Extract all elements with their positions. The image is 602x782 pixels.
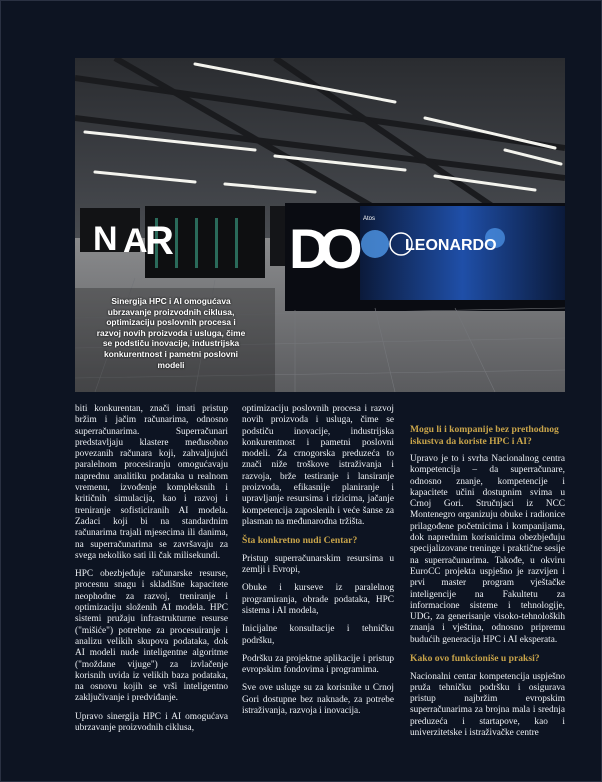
col3-paragraph-2: Nacionalni centar kompetencija uspješno pruža tehničku podršku i osigurava pristup najbržim evropskim superračunarima za brojna mala i srednja preduzeća i startapove, kao i univerzitetske i istraživačke centre: [410, 671, 565, 739]
col2-heading: Šta konkretno nudi Centar?: [242, 535, 358, 547]
article-column-3: [410, 404, 565, 746]
cabinet-letter-n: N: [93, 220, 118, 258]
col2-paragraph-5: Podršku za projektne aplikacije i pristup evropskim fondovima i programima.: [242, 653, 394, 676]
col2-paragraph-4: Inicijalne konsultacije i tehničku podršku,: [242, 624, 394, 646]
leonardo-logo-text: LEONARDO: [405, 237, 497, 254]
cabinet-letter-o: O: [319, 217, 363, 280]
hero-photo: [75, 58, 565, 392]
atos-logo-text: Atos: [363, 216, 376, 222]
col3-paragraph-1: Upravo je to i svrha Nacionalnog centra kompetencija – da superračunare, odnosno znanje, kompetencije i kapacitete učini dostupnim svima u Crnoj Gori. Stručnjaci iz NCC Montenegro organizuju obuke i radionice prilagođene početnicima i kompanijama, dok naprednim korisnicima obezbjeđuju specijalizovane treninge i praktične sesije na superračunarima. Takođe, u okviru EuroCC projekta uspješno je razvijen i prvi master program vještačke inteligencije na Fakultetu za informacione sisteme i tehnologije, UDG, za generisanje visoko-tehnoloških znanja i vještina, odnosno pripremu budućih generacija HPC i AI eksperata.: [410, 454, 565, 645]
article-column-1: [75, 404, 228, 741]
cabinet-letter-d: D: [289, 217, 330, 280]
col2-paragraph-6: Sve ove usluge su za korisnike u Crnoj Gori dostupne bez naknade, za potrebe istraživanja, razvoja i inovacija.: [242, 683, 394, 717]
cabinet-letter-r: R: [145, 219, 174, 263]
col1-paragraph-2: HPC obezbjeđuje računarske resurse, procesnu snagu i skladišne kapacitete neophodne za razvoj, treniranje i optimizaciju složenih AI modela. HPC sistemi pružaju infrastrukturne resurse ("mišiće") potrebne za procesuiranje i analizu velikih skupova podataka, dok AI modeli nude inteligentne algoritme ("moždane vijuge") za izvlačenje korisnih uvida iz velikih baza podataka, na osnovu kojih se vrši inteligentno zaključivanje i predviđanje.: [75, 569, 228, 704]
col3-heading-2: Kako ovo funkcioniše u praksi?: [410, 653, 540, 665]
article-column-2: [242, 404, 394, 724]
cabinet-letter-a: A: [123, 222, 148, 260]
col3-heading-1: Mogu li i kompanije bez prethodnog iskustva da koriste HPC i AI?: [410, 424, 559, 447]
col1-paragraph-3: Upravo sinergija HPC i AI omogućava ubrzavanje proizvodnih ciklusa,: [75, 711, 228, 734]
col1-paragraph-1: biti konkurentan, znači imati pristup bržim i jačim računarima, odnosno superračunarima. Superračunari predstavljaju klastere međusobno povezanih računara koji, zahvaljujući paralelnom procesiranju omogućavaju naprednu analitiku podataka u realnom vremenu, izvođenje kompleksnih i kritičnih simulacija, kao i razvoj i treniranje sofisticiranih AI modela. Zadaci koji bi na standardnim računarima trajali mjesecima ili danima, na superračunarima se završavaju za svega nekoliko sati ili čak milisekundi.: [75, 404, 228, 561]
col2-paragraph-1: optimizaciju poslovnih procesa i razvoj novih proizvoda i usluga, čime se podstiču inovacije, industrijska konkurentnost i pametni poslovni modeli. Za crnogorska preduzeća to znači niže troškove istraživanja i razvoja, brže testiranje i lansiranje proizvoda, efikasnije planiranje i upravljanje resursima i rizicima, jačanje kompetencija zaposlenih i veće šanse za plasman na međunarodna tržišta.: [242, 404, 394, 527]
hero-caption: Sinergija HPC i AI omogućava ubrzavanje proizvodnih ciklusa, optimizaciju poslovnih procesa i razvoj novih proizvoda i usluga, čime se podstiču inovacije, industrijska konkurentnost i pametni poslovni modeli: [96, 296, 246, 370]
col2-paragraph-2: Pristup superračunarskim resursima u zemlji i Evropi,: [242, 553, 394, 576]
col2-paragraph-3: Obuke i kurseve iz paralelnog programiranja, obrade podataka, HPC sistema i AI modela,: [242, 583, 394, 616]
